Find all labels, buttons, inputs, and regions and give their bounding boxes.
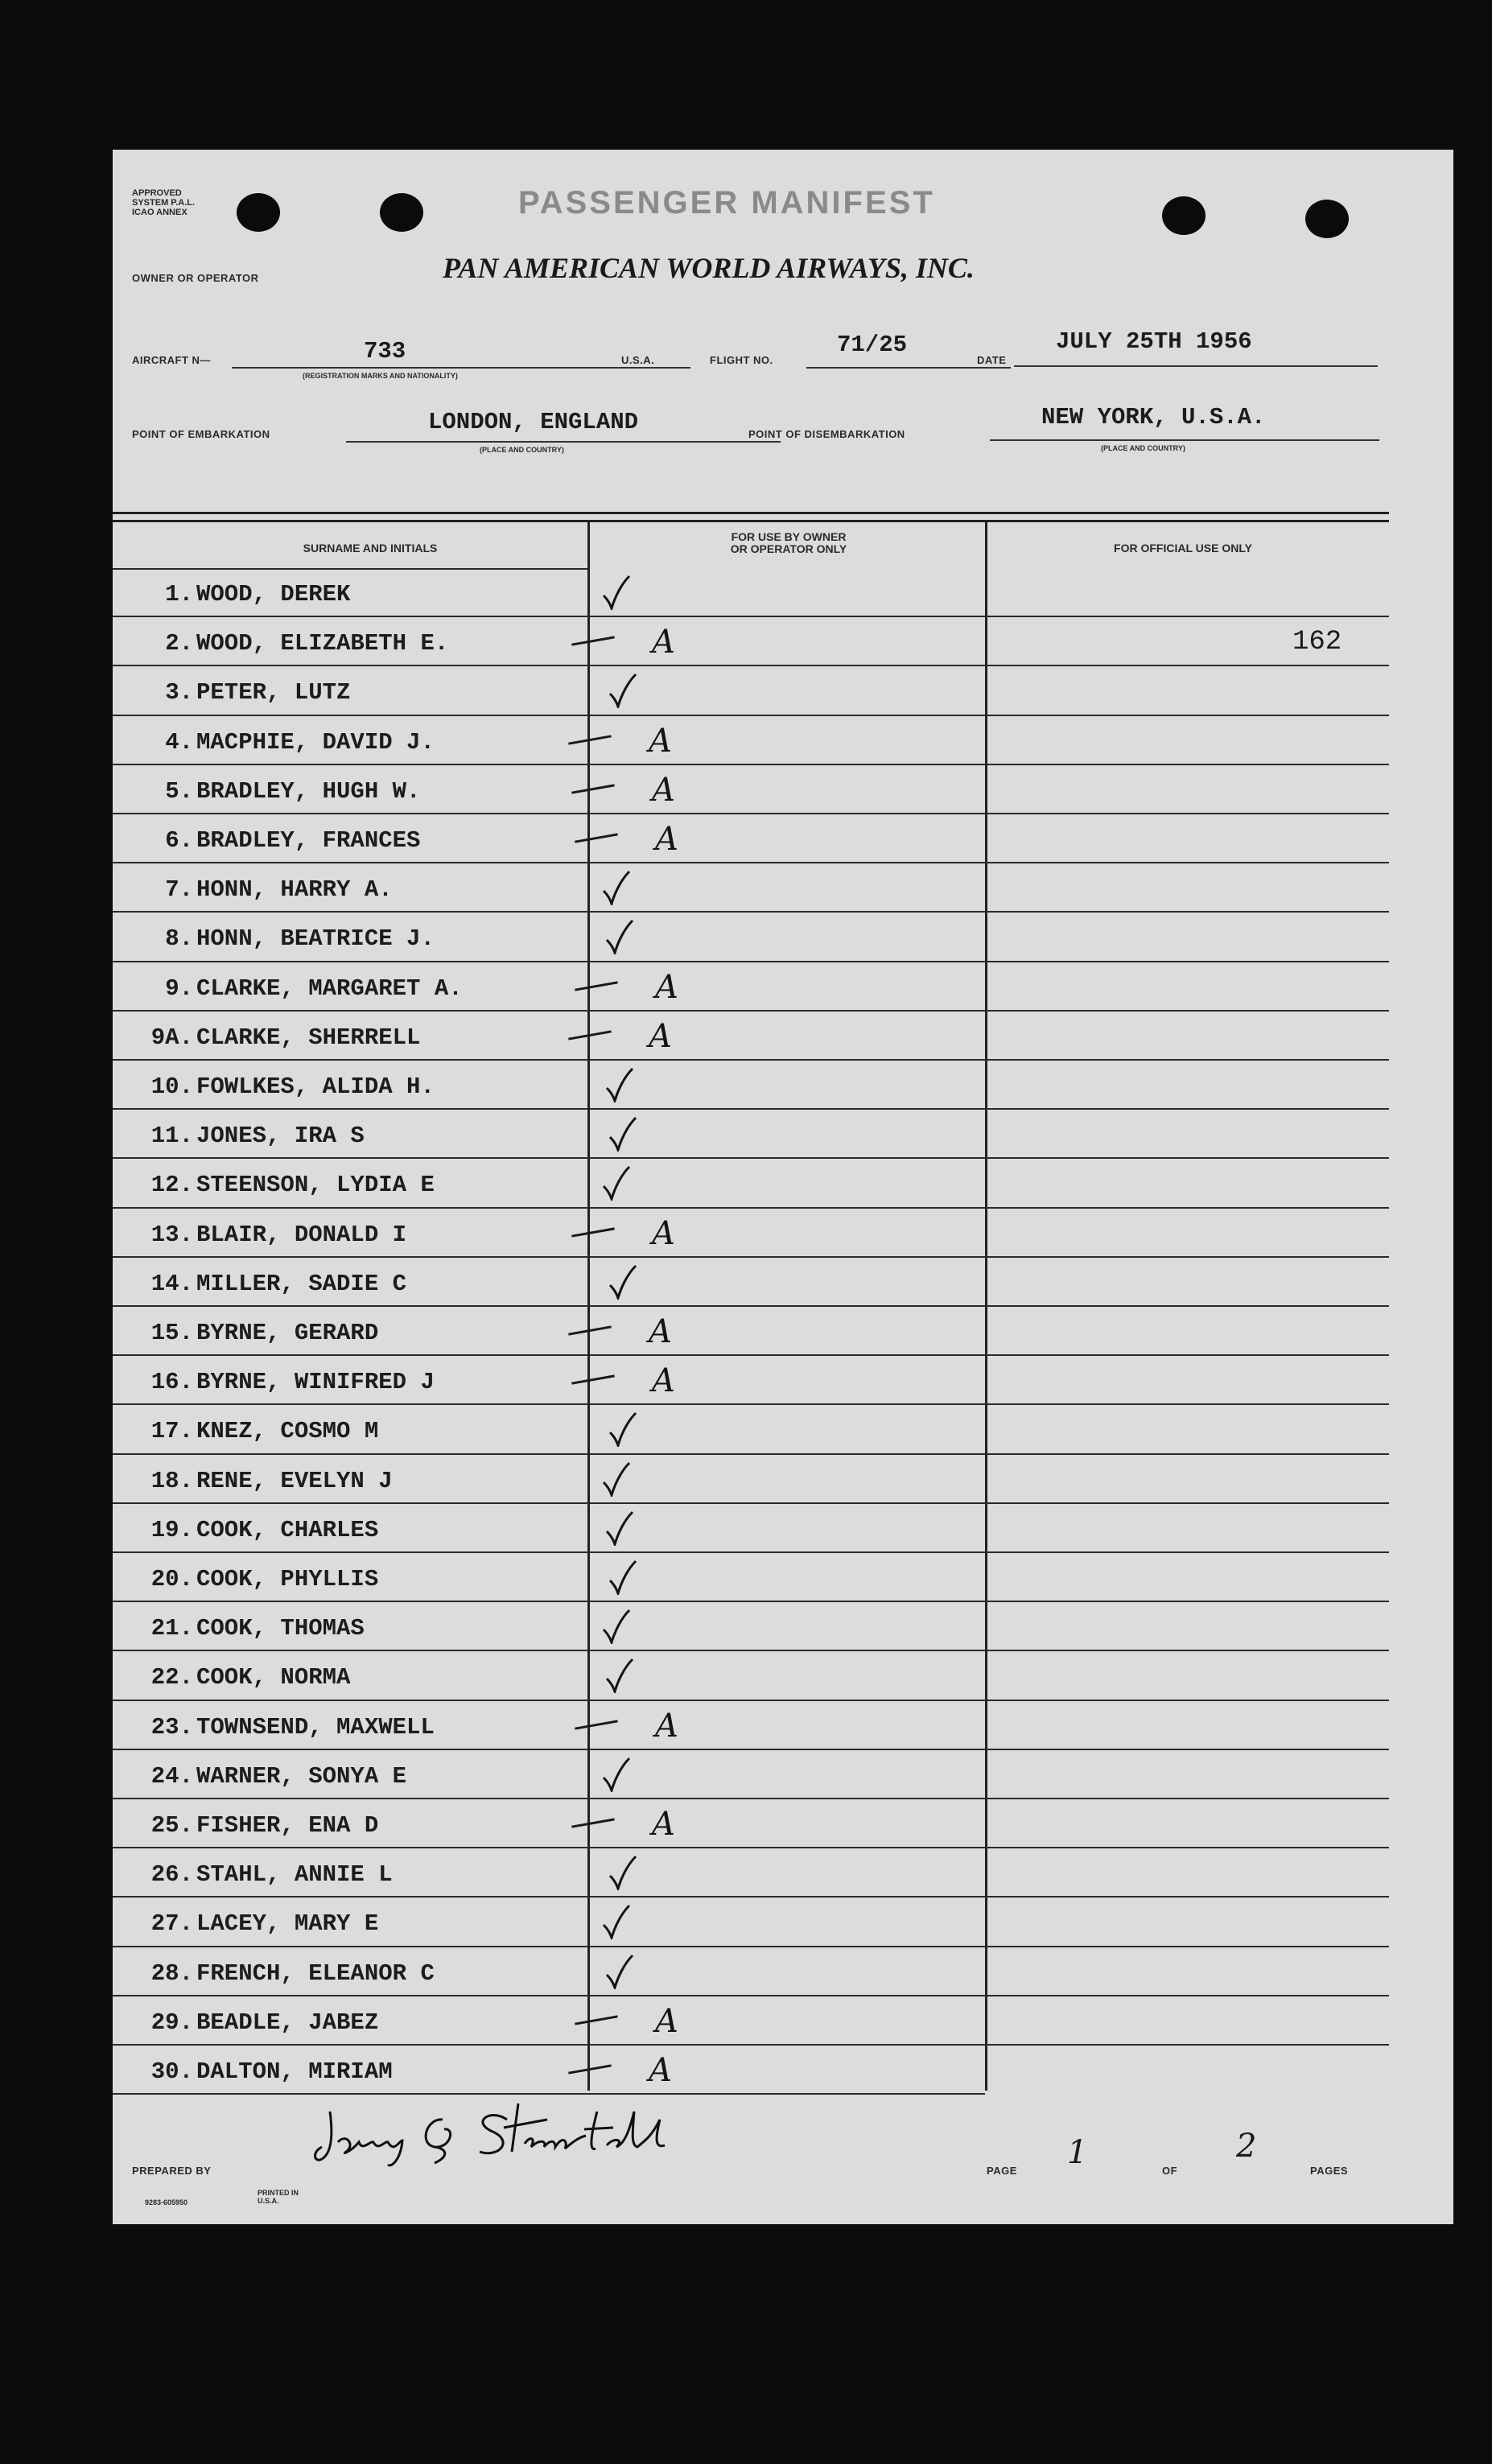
operator-mark	[575, 1855, 703, 1892]
passenger-number: 2.	[165, 630, 193, 657]
passenger-row	[113, 1405, 1392, 1454]
passenger-name: BRADLEY, HUGH W.	[196, 777, 421, 805]
disembarkation-underline	[990, 439, 1379, 441]
operator-mark	[571, 1954, 700, 1991]
passenger-number: 15.	[150, 1320, 193, 1346]
check-icon	[607, 673, 639, 708]
passenger-number: 3.	[165, 679, 193, 707]
passenger-row	[113, 716, 1392, 765]
operator-mark	[575, 969, 703, 1006]
passenger-name: COOK, NORMA	[196, 1664, 351, 1691]
passenger-number: 27.	[150, 1910, 193, 1938]
punch-hole	[1305, 200, 1349, 238]
operator-mark	[571, 1067, 700, 1104]
airline-name: PAN AMERICAN WORLD AIRWAYS, INC.	[443, 252, 975, 284]
operator-mark	[568, 1757, 697, 1794]
dash-mark	[575, 833, 618, 843]
operator-mark	[571, 1510, 700, 1547]
passenger-number: 20.	[150, 1566, 193, 1593]
passenger-number: 9.	[165, 974, 193, 1002]
passenger-number: 23.	[150, 1713, 193, 1741]
passenger-row	[113, 913, 1392, 962]
passenger-number: 30.	[150, 2058, 193, 2085]
handwritten-a-mark: A	[649, 1017, 672, 1055]
passenger-name: PETER, LUTZ	[196, 679, 351, 707]
passenger-row	[113, 617, 1392, 666]
aircraft-sublabel: (REGISTRATION MARKS AND NATIONALITY)	[303, 372, 458, 380]
column-header-owner-use-line: OR OPERATOR ONLY	[730, 542, 847, 555]
passenger-number: 13.	[150, 1221, 193, 1248]
handwritten-a-mark: A	[655, 2002, 678, 2040]
punch-hole	[237, 193, 280, 232]
page-title: PASSENGER MANIFEST	[518, 185, 935, 220]
passenger-name: TOWNSEND, MAXWELL	[196, 1713, 435, 1741]
handwritten-a-mark: A	[652, 624, 675, 661]
passenger-number: 16.	[150, 1369, 193, 1396]
passenger-number: 6.	[165, 827, 193, 854]
row-rule	[113, 2093, 985, 2095]
check-icon	[600, 1609, 633, 1644]
dash-mark	[568, 2064, 612, 2074]
passenger-row	[113, 1701, 1392, 1750]
disembarkation-sublabel: (PLACE AND COUNTRY)	[1101, 444, 1185, 452]
handwritten-a-mark: A	[652, 771, 675, 809]
passenger-row	[113, 1750, 1392, 1799]
passenger-name: BRADLEY, FRANCES	[196, 827, 421, 854]
passenger-name: LACEY, MARY E	[196, 1910, 379, 1938]
passenger-name: FISHER, ENA D	[196, 1812, 379, 1839]
operator-mark	[568, 2052, 697, 2089]
dash-mark	[571, 784, 615, 793]
check-icon	[600, 1757, 633, 1792]
passenger-row	[113, 1209, 1392, 1258]
passenger-number: 10.	[150, 1073, 193, 1100]
printed-note: PRINTED IN U.S.A.	[258, 2189, 299, 2205]
approved-line: ICAO ANNEX	[132, 208, 188, 217]
passenger-row	[113, 1553, 1392, 1602]
prepared-by-label: PREPARED BY	[132, 2165, 212, 2177]
passenger-name: MILLER, SADIE C	[196, 1270, 407, 1297]
check-icon	[607, 1411, 639, 1447]
passenger-number: 4.	[165, 728, 193, 756]
passenger-number: 8.	[165, 925, 193, 953]
passenger-name: RENE, EVELYN J	[196, 1467, 393, 1494]
passenger-row	[113, 765, 1392, 814]
column-header-official: FOR OFFICIAL USE ONLY	[1114, 542, 1252, 554]
approval-stamp	[132, 188, 195, 217]
dash-mark	[568, 735, 612, 744]
passenger-name: FRENCH, ELEANOR C	[196, 1959, 435, 1987]
handwritten-a-mark: A	[652, 1214, 675, 1252]
page-label: PAGE	[987, 2165, 1017, 2177]
passenger-row	[113, 666, 1392, 715]
dash-mark	[571, 1227, 615, 1237]
passenger-row	[113, 1159, 1392, 1208]
operator-mark	[568, 1018, 697, 1055]
passenger-name: CLARKE, MARGARET A.	[196, 974, 463, 1002]
operator-mark	[575, 1560, 703, 1597]
approved-line: SYSTEM P.A.L.	[132, 198, 196, 208]
handwritten-a-mark: A	[649, 1313, 672, 1350]
passenger-name: KNEZ, COSMO M	[196, 1418, 379, 1445]
operator-mark	[575, 1708, 703, 1745]
passenger-row	[113, 1258, 1392, 1307]
passenger-number: 29.	[150, 2009, 193, 2036]
passenger-row	[113, 1356, 1392, 1405]
aircraft-value: 733	[364, 338, 406, 365]
passenger-number: 11.	[150, 1123, 193, 1150]
passenger-row	[113, 1012, 1392, 1061]
operator-mark	[575, 1411, 703, 1448]
passenger-row	[113, 568, 1392, 617]
passenger-number: 24.	[150, 1762, 193, 1790]
passenger-name: DALTON, MIRIAM	[196, 2058, 393, 2085]
passenger-number: 22.	[150, 1664, 193, 1691]
operator-mark	[575, 1264, 703, 1301]
passenger-name: HONN, HARRY A.	[196, 876, 393, 904]
passenger-number: 1.	[165, 581, 193, 608]
passenger-number: 17.	[150, 1418, 193, 1445]
operator-mark	[568, 1313, 697, 1350]
column-header-owner-use-line: FOR USE BY OWNER	[731, 530, 847, 543]
operator-mark	[571, 919, 700, 956]
passenger-name: STEENSON, LYDIA E	[196, 1172, 435, 1199]
passenger-name: COOK, PHYLLIS	[196, 1566, 379, 1593]
page-number: 1	[1067, 2134, 1088, 2171]
column-header-name: SURNAME AND INITIALS	[303, 542, 438, 554]
operator-mark	[575, 821, 703, 858]
check-icon	[600, 575, 633, 610]
handwritten-a-mark: A	[652, 1362, 675, 1400]
operator-mark	[571, 772, 700, 809]
operator-mark	[568, 575, 697, 612]
passenger-name: WOOD, DEREK	[196, 581, 351, 608]
passenger-row	[113, 1947, 1392, 1996]
passenger-name: COOK, THOMAS	[196, 1615, 365, 1642]
operator-mark	[568, 1165, 697, 1202]
passenger-number: 26.	[150, 1861, 193, 1889]
passenger-row	[113, 1455, 1392, 1504]
operator-mark	[571, 1658, 700, 1695]
operator-mark	[571, 1362, 700, 1399]
dash-mark	[568, 1325, 612, 1335]
dash-mark	[568, 1030, 612, 1040]
aircraft-underline	[232, 367, 690, 369]
aircraft-label: AIRCRAFT N—	[132, 354, 211, 366]
operator-mark	[575, 1116, 703, 1153]
operator-mark	[568, 1904, 697, 1941]
check-icon	[604, 919, 636, 954]
of-label: OF	[1162, 2165, 1178, 2177]
check-icon	[600, 1165, 633, 1201]
dash-mark	[571, 637, 615, 646]
manifest-sheet	[113, 150, 1453, 2224]
passenger-row	[113, 1897, 1392, 1947]
owner-label: OWNER OR OPERATOR	[132, 272, 259, 284]
passenger-row	[113, 1996, 1392, 2046]
passenger-name: BYRNE, WINIFRED J	[196, 1369, 435, 1396]
check-icon	[607, 1855, 639, 1890]
handwritten-a-mark: A	[655, 821, 678, 858]
pages-label: PAGES	[1310, 2165, 1349, 2177]
flight-value: 71/25	[837, 332, 908, 358]
operator-mark	[568, 870, 697, 907]
passenger-number: 9A.	[150, 1024, 193, 1051]
check-icon	[600, 1461, 633, 1497]
operator-mark	[568, 1461, 697, 1498]
dash-mark	[575, 1720, 618, 1729]
embarkation-underline	[346, 441, 781, 443]
check-icon	[604, 1510, 636, 1546]
disembarkation-value: NEW YORK, U.S.A.	[1041, 404, 1266, 431]
operator-mark	[575, 673, 703, 710]
passenger-number: 18.	[150, 1467, 193, 1494]
passenger-row	[113, 1504, 1392, 1553]
passenger-name: CLARKE, SHERRELL	[196, 1024, 421, 1051]
dash-mark	[575, 981, 618, 991]
handwritten-a-mark: A	[655, 968, 678, 1006]
passenger-name: JONES, IRA S	[196, 1123, 365, 1150]
passenger-row	[113, 814, 1392, 863]
operator-mark	[571, 624, 700, 661]
usa-label: U.S.A.	[621, 354, 655, 366]
operator-mark	[568, 1609, 697, 1646]
passenger-number: 28.	[150, 1959, 193, 1987]
passenger-name: STAHL, ANNIE L	[196, 1861, 393, 1889]
table-top-rule	[113, 520, 1389, 522]
punch-hole	[1162, 196, 1206, 235]
passenger-name: HONN, BEATRICE J.	[196, 925, 435, 953]
table-top-rule	[113, 512, 1389, 514]
date-underline	[1014, 365, 1378, 367]
column-header-owner-use	[628, 531, 950, 555]
operator-mark	[571, 1215, 700, 1252]
passenger-row	[113, 2046, 1392, 2095]
punch-hole	[380, 193, 423, 232]
embarkation-value: LONDON, ENGLAND	[428, 409, 639, 435]
passenger-row	[113, 962, 1392, 1012]
operator-mark	[571, 1806, 700, 1843]
total-pages: 2	[1236, 2128, 1257, 2165]
official-use-value: 162	[1292, 627, 1342, 658]
flight-underline	[806, 367, 1011, 369]
passenger-row	[113, 1110, 1392, 1159]
operator-mark	[575, 2003, 703, 2040]
approved-line: APPROVED	[132, 188, 182, 198]
date-value: JULY 25TH 1956	[1056, 328, 1252, 355]
passenger-name: MACPHIE, DAVID J.	[196, 728, 435, 756]
passenger-name: FOWLKES, ALIDA H.	[196, 1073, 435, 1100]
handwritten-a-mark: A	[652, 1806, 675, 1843]
form-code: 9283-605950	[145, 2198, 188, 2206]
handwritten-a-mark: A	[649, 722, 672, 760]
passenger-row	[113, 1651, 1392, 1700]
passenger-name: WOOD, ELIZABETH E.	[196, 630, 449, 657]
check-icon	[607, 1116, 639, 1152]
signature	[314, 2095, 716, 2168]
handwritten-a-mark: A	[649, 2052, 672, 2089]
operator-mark	[568, 723, 697, 760]
passenger-row	[113, 1602, 1392, 1651]
passenger-number: 19.	[150, 1516, 193, 1543]
check-icon	[604, 1954, 636, 1989]
passenger-row	[113, 1799, 1392, 1848]
dash-mark	[571, 1818, 615, 1827]
passenger-name: BEADLE, JABEZ	[196, 2009, 379, 2036]
date-label: DATE	[977, 354, 1007, 366]
passenger-row	[113, 1848, 1392, 1897]
passenger-name: WARNER, SONYA E	[196, 1762, 407, 1790]
passenger-row	[113, 863, 1392, 913]
check-icon	[600, 1904, 633, 1939]
passenger-number: 12.	[150, 1172, 193, 1199]
check-icon	[600, 870, 633, 905]
passenger-number: 7.	[165, 876, 193, 904]
dash-mark	[575, 2015, 618, 2025]
passenger-number: 14.	[150, 1270, 193, 1297]
passenger-row	[113, 1307, 1392, 1356]
dash-mark	[571, 1375, 615, 1385]
check-icon	[607, 1560, 639, 1595]
embarkation-sublabel: (PLACE AND COUNTRY)	[480, 446, 564, 454]
flight-label: FLIGHT NO.	[710, 354, 773, 366]
disembarkation-label: POINT OF DISEMBARKATION	[748, 428, 905, 440]
passenger-number: 5.	[165, 777, 193, 805]
check-icon	[607, 1264, 639, 1300]
passenger-name: COOK, CHARLES	[196, 1516, 379, 1543]
handwritten-a-mark: A	[655, 1707, 678, 1745]
passenger-number: 21.	[150, 1615, 193, 1642]
embarkation-label: POINT OF EMBARKATION	[132, 428, 270, 440]
check-icon	[604, 1658, 636, 1693]
check-icon	[604, 1067, 636, 1102]
passenger-name: BYRNE, GERARD	[196, 1320, 379, 1346]
passenger-name: BLAIR, DONALD I	[196, 1221, 407, 1248]
passenger-row	[113, 1061, 1392, 1110]
passenger-number: 25.	[150, 1812, 193, 1839]
